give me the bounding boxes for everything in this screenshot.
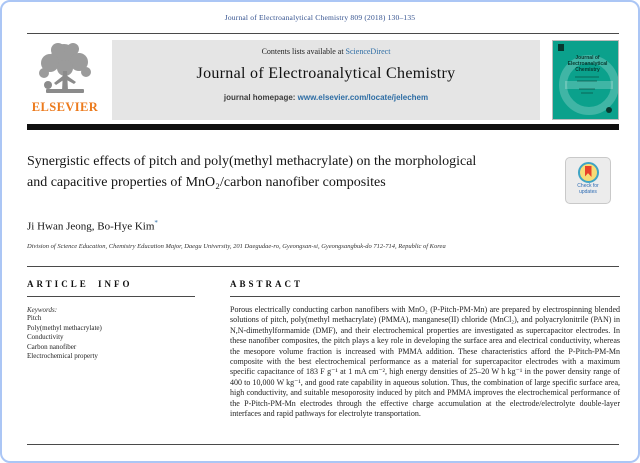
update-bookmark-icon [578,162,599,183]
header-divider-bar [27,124,619,130]
author-line [27,219,158,233]
journal-citation: Journal of Electroanalytical Chemistry 809 (2018) 130–135 [224,13,416,22]
mid-rule [27,266,619,267]
bottom-rule [27,444,619,445]
journal-header-band [112,40,540,120]
corresponding-author-mark[interactable]: * [154,219,158,227]
contents-line [112,40,540,56]
article-info-rule [27,296,195,297]
keyword: Electrochemical property [27,352,98,360]
homepage-line [112,93,540,102]
homepage-link[interactable]: www.elsevier.com/locate/jelechem [297,93,429,102]
abstract-section [230,279,620,419]
top-rule [27,33,619,34]
cover-title: Journal of Electroanalytical Chemistry [567,55,608,73]
article-title: Synergistic effects of pitch and poly(methyl methacrylate) on the morphological and capacitive properties of MnO₂/carbon nanofiber composites [27,154,477,190]
keyword: Conductivity [27,333,64,341]
cover-logo-mark [558,44,564,51]
check-for-updates-badge[interactable] [565,157,611,204]
abstract-text: Porous electrically conducting carbon nanofibers with MnO₂ (P-Pitch-PM-Mn) are prepared by electrospinning blended solutions of pitch, poly(methyl methacrylate) (PMMA), manganese(II) chloride (MnCl₂), and polyacrylonitrile (PAN) in N,N-dimethylformamide (DMF), and their electrochemical properties are investigated as supercapacitor electrodes. In these nanofiber composites, the pitch plays a key role in developing the surface area and electrical conductivity, whereas the mesopore volume fraction is increased with PMMA addition. These characteristics afford the P-Pitch-PM-Mn composite with the best electrochemical performance as a material for supercapacitor electrodes with a maximum specific capacitance of 183 F g⁻¹ at 1 mA cm⁻², high energy densities of 25–20 W h kg⁻¹ in the power density range of 400 to 10,000 W kg⁻¹, and good rate capability in aqueous solution. Thus, the combination of large specific surface area, high conductivity, and suitable mesoporosity induced by pitch and PMMA improves the electrochemical performance of the P-Pitch-PM-Mn electrodes through the effective charge accumulation at the electrode/electrolyte double-layer interfaces and rapid pathways for electrolyte transportation. [230,305,620,419]
keyword: Carbon nanofiber [27,342,77,351]
cover-publisher-mark [606,107,612,113]
check-updates-line2: updates [579,188,597,195]
homepage-label: journal homepage: [223,93,298,102]
abstract-heading: ABSTRACT [230,279,304,289]
elsevier-logo[interactable] [26,41,104,115]
affiliation: Division of Science Education, Chemistry Education Major, Daegu University, 201 Daegudae-ro, Gyeongsan-si, Gyeongsangbuk-do 712-714, Republic of Korea [27,243,446,250]
elsevier-wordmark: ELSEVIER [31,100,99,114]
keyword: Pitch [27,314,42,322]
check-updates-line1: Check for [577,183,599,189]
journal-title: Journal of Electroanalytical Chemistry [196,65,456,82]
article-info-heading: ARTICLE INFO [27,279,133,289]
bookmark-icon [585,166,592,177]
keywords-label: Keywords: [27,306,58,314]
elsevier-tree-icon [34,41,96,99]
sciencedirect-link[interactable]: ScienceDirect [345,47,391,56]
keyword: Poly(methyl methacrylate) [27,323,102,332]
check-updates-label [566,184,610,195]
author-names: Ji Hwan Jeong, Bo-Hye Kim [27,220,155,233]
abstract-rule [230,296,620,297]
contents-text: Contents lists available at [261,47,346,56]
article-info-section [27,279,195,362]
journal-cover-thumbnail[interactable] [552,40,619,120]
